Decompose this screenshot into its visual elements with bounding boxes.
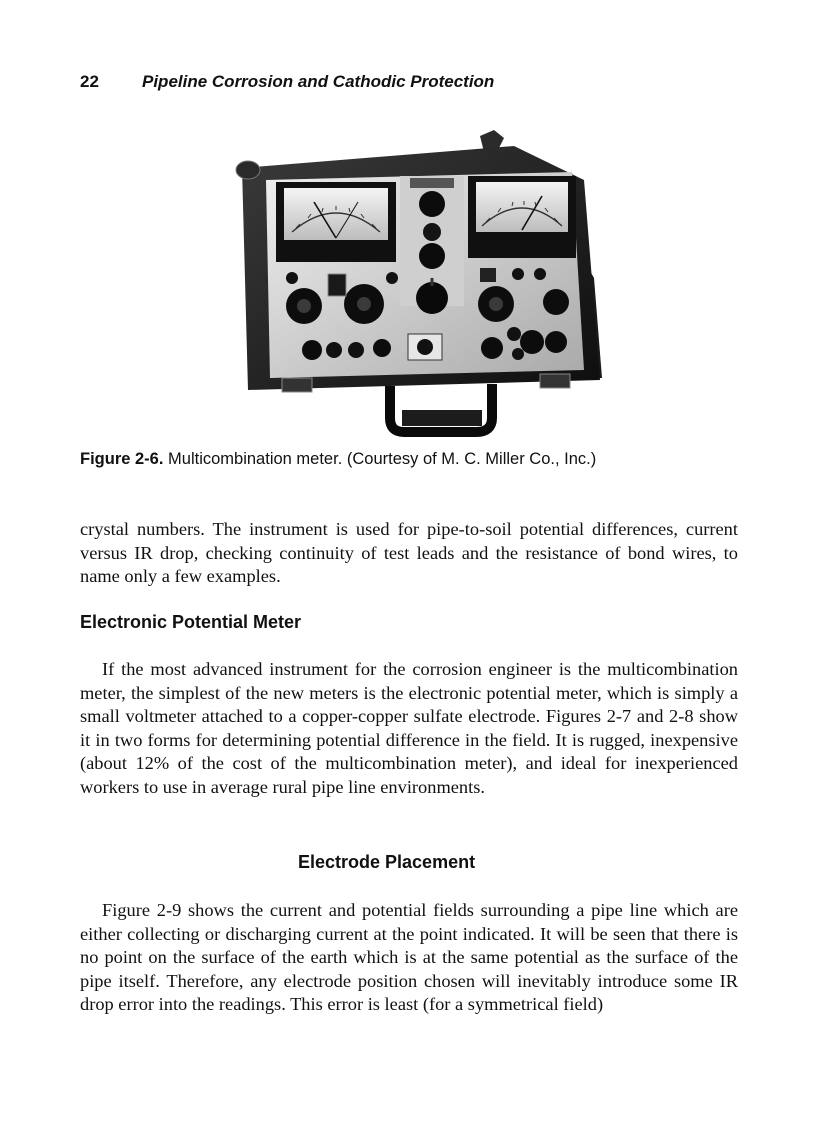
hinge-knob xyxy=(236,161,260,179)
body-paragraph-2: If the most advanced instrument for the corrosion engineer is the multicombination meter, the simplest of the new meters is the electronic potential meter, which is simply a small voltmeter attached to a copper-copper sulfate electrode. Figures 2-7 and 2-8 show it in two forms for determining potential difference in the field. It is rugged, inexpensive (about 12% of the cost of the multicombination meter), and ideal for inexperienced workers to use in average rural pipe line environments. xyxy=(80,659,738,797)
left-analog-meter xyxy=(276,182,396,262)
page-number: 22 xyxy=(80,72,99,91)
handle-grip xyxy=(402,410,482,426)
section-heading-electrode-placement: Electrode Placement xyxy=(298,852,476,872)
body-paragraph-1: crystal numbers. The instrument is used for pipe-to-soil potential differences, current versus IR drop, checking continuity of test leads and the resistance of bond wires, to name only a few examples. xyxy=(80,519,738,587)
centre-control-column xyxy=(400,176,464,314)
figure-caption-label: Figure 2-6. xyxy=(80,450,164,468)
section-heading-electronic-potential-meter: Electronic Potential Meter xyxy=(80,612,302,632)
right-analog-meter xyxy=(468,176,576,258)
figure-caption xyxy=(80,450,740,469)
body-paragraph-3: Figure 2-9 shows the current and potential fields surrounding a pipe line which are either collecting or discharging current at the point indicated. It will be seen that there is no point on the surface of the earth which is at the same potential as the surface of the pipe itself. Therefore, any electrode position chosen will inevitably introduce some IR drop error into the readings. This error is least (for a symmetrical field) xyxy=(80,900,738,1015)
multicombination-meter-illustration xyxy=(222,128,614,440)
running-head xyxy=(80,72,494,92)
running-title: Pipeline Corrosion and Cathodic Protection xyxy=(142,72,495,91)
right-latch xyxy=(540,374,570,388)
left-latch xyxy=(282,378,312,392)
figure-multicombination-meter xyxy=(222,128,614,440)
figure-caption-text: Multicombination meter. (Courtesy of M. C. Miller Co., Inc.) xyxy=(168,450,597,468)
